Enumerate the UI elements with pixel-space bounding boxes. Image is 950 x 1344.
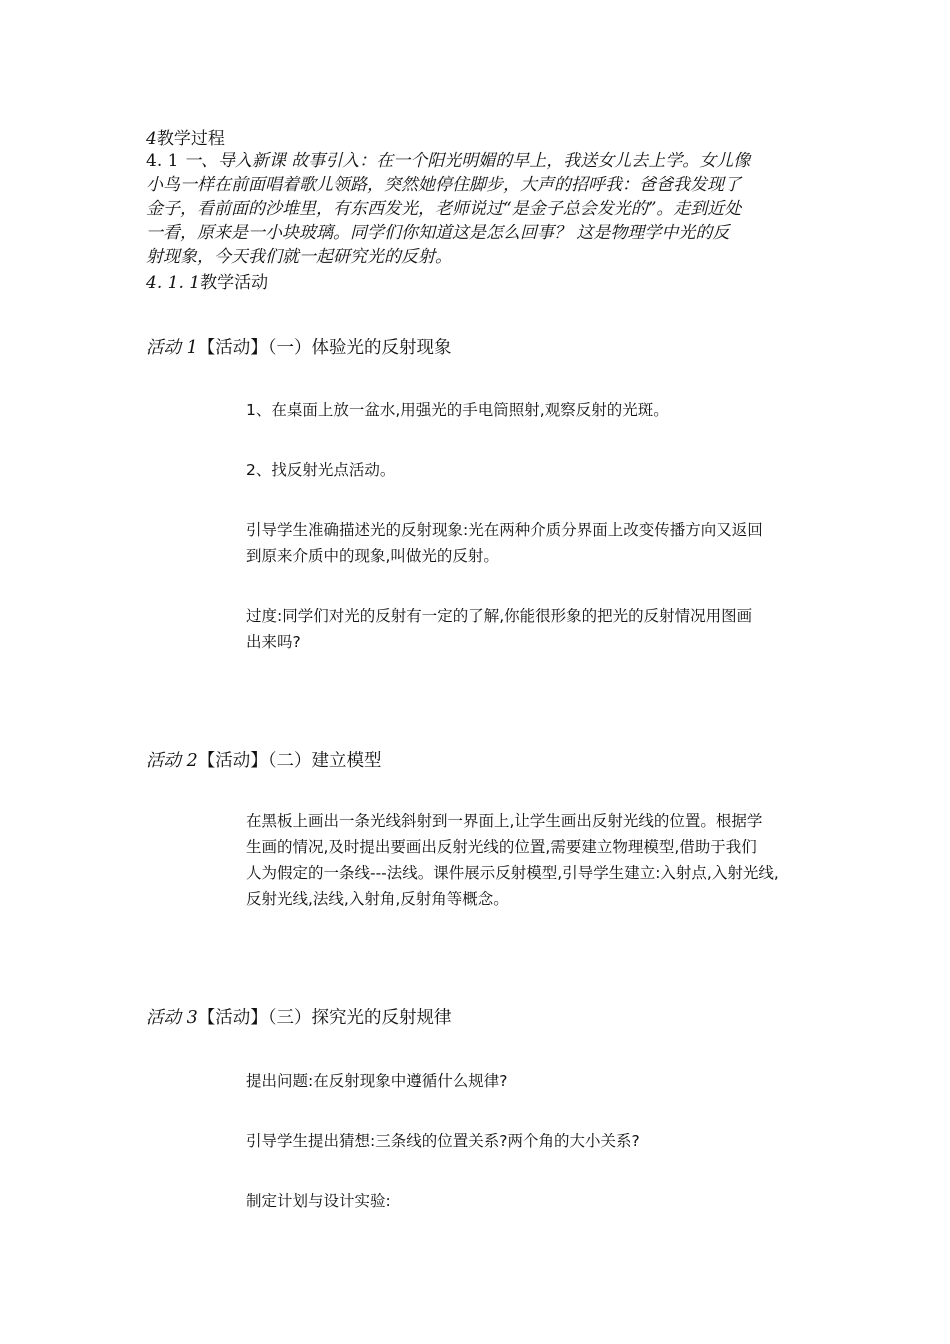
activity-1-para-4-line-2: 出来吗? (246, 633, 301, 651)
activity-1-heading (146, 336, 451, 360)
intro-number: 4. 1 (146, 151, 184, 171)
subsection-number: 4. 1. 1 (146, 273, 201, 293)
intro-line-5: 射现象，今天我们就一起研究光的反射。 (146, 247, 452, 267)
activity-1-prefix: 活动 1 (146, 338, 198, 358)
activity-3-title: （三）探究光的反射规律 (267, 1008, 452, 1028)
activity-1-para-4-line-1: 过度:同学们对光的反射有一定的了解,你能很形象的把光的反射情况用图画 (246, 607, 753, 625)
activity-1-para-3-line-1: 引导学生准确描述光的反射现象:光在两种介质分界面上改变传播方向又返回 (246, 521, 763, 539)
activity-1-title: （一）体验光的反射现象 (267, 338, 452, 358)
activity-2-prefix: 活动 2 (146, 751, 198, 771)
activity-3-para-3: 制定计划与设计实验: (246, 1192, 391, 1210)
activity-2-title: （二）建立模型 (267, 751, 382, 771)
section-title (146, 128, 225, 150)
activity-2-para-line-3: 人为假定的一条线---法线。课件展示反射模型,引导学生建立:入射点,入射光线, (246, 864, 779, 882)
intro-label: 一、导入新课 (183, 151, 286, 171)
activity-2-para-line-2: 生画的情况,及时提出要画出反射光线的位置,需要建立物理模型,借助于我们 (246, 838, 757, 856)
activity-3-para-2: 引导学生提出猜想:三条线的位置关系?两个角的大小关系? (246, 1132, 640, 1150)
activity-3-tag: 【活动】 (197, 1008, 268, 1028)
intro-line-4: 一看，原来是一小块玻璃。同学们你知道这是怎么回事？ 这是物理学中光的反 (146, 223, 730, 243)
activity-2-para-line-1: 在黑板上画出一条光线斜射到一界面上,让学生画出反射光线的位置。根据学 (246, 812, 763, 830)
activity-1-para-1: 1、在桌面上放一盆水,用强光的手电筒照射,观察反射的光斑。 (246, 401, 669, 419)
intro-line-2: 小鸟一样在前面唱着歌儿领路，突然她停住脚步，大声的招呼我：爸爸我发现了 (146, 175, 741, 195)
activity-3-prefix: 活动 3 (146, 1008, 198, 1028)
intro-story: 故事引入：在一个阳光明媚的早上，我送女儿去上学。女儿像 (285, 151, 751, 171)
activity-1-para-3-line-2: 到原来介质中的现象,叫做光的反射。 (246, 547, 499, 565)
subsection-title (146, 272, 268, 294)
activity-2-tag: 【活动】 (197, 751, 268, 771)
activity-1-para-2: 2、找反射光点活动。 (246, 461, 396, 479)
activity-2-para-line-4: 反射光线,法线,入射角,反射角等概念。 (246, 890, 509, 908)
section-number: 4 (146, 129, 157, 149)
section-title-text: 教学过程 (156, 129, 225, 149)
intro-line-3: 金子，看前面的沙堆里，有东西发光，老师说过“是金子总会发光的”。走到近处 (146, 199, 742, 219)
intro-line-1 (146, 150, 750, 172)
activity-1-tag: 【活动】 (197, 338, 268, 358)
activity-2-heading (146, 749, 381, 773)
activity-3-para-1: 提出问题:在反射现象中遵循什么规律? (246, 1072, 508, 1090)
subsection-title-text: 教学活动 (200, 273, 269, 293)
activity-3-heading (146, 1006, 451, 1030)
